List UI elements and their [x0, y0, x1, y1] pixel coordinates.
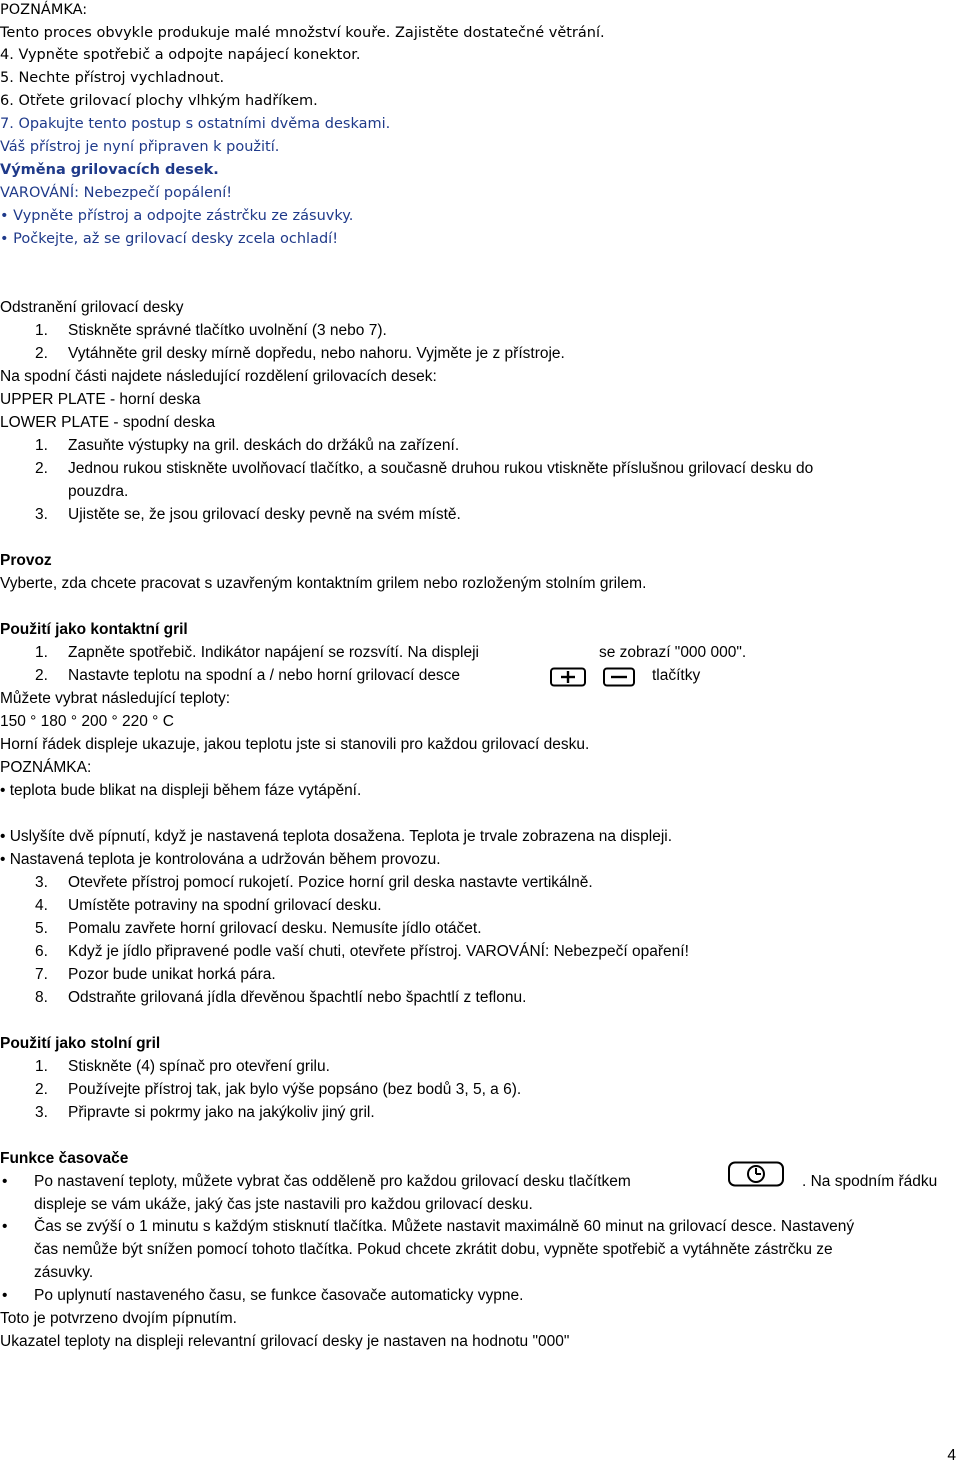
step-5: 5. Nechte přístroj vychladnout. — [0, 70, 225, 86]
list-text: Zasuňte výstupky na gril. deskách do držáků na zařízení. — [68, 437, 460, 454]
list-number: 5. — [35, 920, 48, 937]
list-number: 3. — [35, 874, 48, 891]
list-text: Pomalu zavřete horní grilovací desku. Nemusíte jídlo otáčet. — [68, 920, 482, 937]
list-number: 2. — [35, 345, 48, 362]
list-number: 1. — [35, 322, 48, 339]
bullet-text: displeje se vám ukáže, jaký čas jste nastavili pro každou grilovací desku. — [34, 1196, 533, 1213]
timer-heading: Funkce časovače — [0, 1150, 129, 1167]
list-text: Používejte přístroj tak, jak bylo výše popsáno (bez bodů 3, 5, a 6). — [68, 1081, 522, 1098]
bullet-text: čas nemůže být snížen pomocí tohoto tlačítka. Pokud chcete zkrátit dobu, vypněte spotřebič a vytáhněte zástrčku ze — [34, 1241, 833, 1258]
bullet-text: Po nastavení teploty, můžete vybrat čas odděleně pro každou grilovací desku tlačítkem — [34, 1173, 631, 1190]
list-text: Stiskněte (4) spínač pro otevření grilu. — [68, 1058, 330, 1075]
list-text: Umístěte potraviny na spodní grilovací desku. — [68, 897, 382, 914]
timer-bullet-1 — [0, 1172, 960, 1192]
list-item — [0, 1080, 960, 1100]
list-number: 1. — [35, 1058, 48, 1075]
list-item — [0, 896, 960, 916]
step-6: 6. Otřete grilovací plochy vlhkým hadříkem. — [0, 93, 318, 109]
note-label-2: POZNÁMKA: — [0, 759, 92, 776]
list-number: 2. — [35, 460, 48, 477]
bullet-beep: • Uslyšíte dvě pípnutí, když je nastavená teplota dosažena. Teplota je trvale zobrazena na displeji. — [0, 828, 673, 845]
bullet: • — [2, 1218, 8, 1235]
list-item — [0, 1057, 960, 1077]
list-item — [0, 965, 960, 985]
list-item — [0, 436, 960, 456]
removal-heading: Odstranění grilovací desky — [0, 299, 184, 316]
bullet-text-end: . Na spodním řádku — [802, 1173, 938, 1190]
list-item — [0, 873, 960, 893]
list-number: 2. — [35, 667, 48, 684]
bottom-intro: Na spodní části najdete následující rozdělení grilovacích desek: — [0, 368, 437, 385]
note-bullet: • teplota bude blikat na displeji během fáze vytápění. — [0, 782, 362, 799]
bullet: • — [2, 1287, 8, 1304]
list-number: 6. — [35, 943, 48, 960]
operation-text: Vyberte, zda chcete pracovat s uzavřeným kontaktním grilem nebo rozloženým stolním grilem. — [0, 575, 647, 592]
list-text: Otevřete přístroj pomocí rukojetí. Pozice horní gril deska nastavte vertikálně. — [68, 874, 593, 891]
bullet-text: Čas se zvýší o 1 minutu s každým stisknutí tlačítka. Můžete nastavit maximálně 60 minut na grilovací desce. Nastavený — [34, 1218, 855, 1235]
list-text: Připravte si pokrmy jako na jakýkoliv jiný gril. — [68, 1104, 375, 1121]
replace-heading: Výměna grilovacích desek. — [0, 162, 219, 178]
list-text: Nastavte teplotu na spodní a / nebo horní grilovací desce — [68, 667, 461, 684]
list-number: 7. — [35, 966, 48, 983]
list-number: 8. — [35, 989, 48, 1006]
list-text: Vytáhněte gril desky mírně dopředu, nebo nahoru. Vyjměte je z přístroje. — [68, 345, 565, 362]
list-item — [0, 505, 960, 525]
bullet-text: Po uplynutí nastaveného času, se funkce časovače automaticky vypne. — [34, 1287, 524, 1304]
plus-button-icon — [550, 667, 586, 693]
contact-heading: Použití jako kontaktní gril — [0, 621, 188, 638]
list-text-after-gap: se zobrazí "000 000". — [599, 644, 747, 661]
indicator-text: Ukazatel teploty na displeji relevantní grilovací desky je nastaven na hodnotu "000" — [0, 1333, 570, 1350]
temps-values: 150 ° 180 ° 200 ° 220 ° C — [0, 713, 174, 730]
list-number: 1. — [35, 437, 48, 454]
list-item — [0, 344, 960, 364]
list-item — [0, 459, 960, 479]
step-7: 7. Opakujte tento postup s ostatními dvěma deskami. — [0, 116, 391, 132]
bullet-text: zásuvky. — [34, 1264, 94, 1281]
list-number: 1. — [35, 644, 48, 661]
note-label: POZNÁMKA: — [0, 2, 88, 18]
top-row-text: Horní řádek displeje ukazuje, jakou teplotu jste si stanovili pro každou grilovací desku. — [0, 736, 590, 753]
warning-text: VAROVÁNÍ: Nebezpečí popálení! — [0, 185, 233, 201]
list-text: Zapněte spotřebič. Indikátor napájení se rozsvítí. Na displeji — [68, 644, 479, 661]
list-item — [0, 1103, 960, 1123]
timer-button-icon — [728, 1161, 784, 1193]
step-4: 4. Vypněte spotřebič a odpojte napájecí konektor. — [0, 47, 361, 63]
temps-intro: Můžete vybrat následující teploty: — [0, 690, 231, 707]
list-item — [0, 919, 960, 939]
list-item — [0, 321, 960, 341]
list-number: 3. — [35, 506, 48, 523]
note-text: Tento proces obvykle produkuje malé množství kouře. Zajistěte dostatečné větrání. — [0, 25, 605, 41]
list-item — [0, 643, 960, 663]
operation-heading: Provoz — [0, 552, 52, 569]
bullet-cool: • Počkejte, až se grilovací desky zcela ochladí! — [0, 231, 339, 247]
buttons-word: tlačítky — [652, 667, 701, 684]
timer-bullet-2-cont — [0, 1240, 960, 1260]
timer-bullet-3 — [0, 1286, 960, 1306]
list-text: Ujistěte se, že jsou grilovací desky pevně na svém místě. — [68, 506, 461, 523]
list-text: pouzdra. — [68, 483, 129, 500]
timer-bullet-1-cont — [0, 1195, 960, 1215]
upper-plate: UPPER PLATE - horní deska — [0, 391, 201, 408]
list-text: Pozor bude unikat horká pára. — [68, 966, 276, 983]
ready-text: Váš přístroj je nyní připraven k použití. — [0, 139, 280, 155]
list-item-continued — [0, 482, 960, 502]
list-text: Když je jídlo připravené podle vaší chuti, otevřete přístroj. VAROVÁNÍ: Nebezpečí opaření! — [68, 943, 689, 960]
page-number: 4 — [947, 1447, 956, 1464]
table-heading: Použití jako stolní gril — [0, 1035, 161, 1052]
list-item — [0, 666, 960, 686]
list-item — [0, 942, 960, 962]
lower-plate: LOWER PLATE - spodní deska — [0, 414, 216, 431]
list-number: 2. — [35, 1081, 48, 1098]
list-number: 3. — [35, 1104, 48, 1121]
timer-bullet-2-cont — [0, 1263, 960, 1283]
list-text: Stiskněte správné tlačítko uvolnění (3 nebo 7). — [68, 322, 387, 339]
bullet-unplug: • Vypněte přístroj a odpojte zástrčku ze zásuvky. — [0, 208, 354, 224]
list-text: Jednou rukou stiskněte uvolňovací tlačítko, a současně druhou rukou vtiskněte příslušnou grilovací desku do — [68, 460, 814, 477]
list-item — [0, 988, 960, 1008]
minus-button-icon — [603, 667, 635, 693]
bullet-kept: • Nastavená teplota je kontrolována a udržován během provozu. — [0, 851, 441, 868]
confirm-text: Toto je potvrzeno dvojím pípnutím. — [0, 1310, 237, 1327]
bullet: • — [2, 1173, 8, 1190]
list-text: Odstraňte grilovaná jídla dřevěnou špachtlí nebo špachtlí z teflonu. — [68, 989, 527, 1006]
timer-bullet-2 — [0, 1217, 960, 1237]
list-number: 4. — [35, 897, 48, 914]
